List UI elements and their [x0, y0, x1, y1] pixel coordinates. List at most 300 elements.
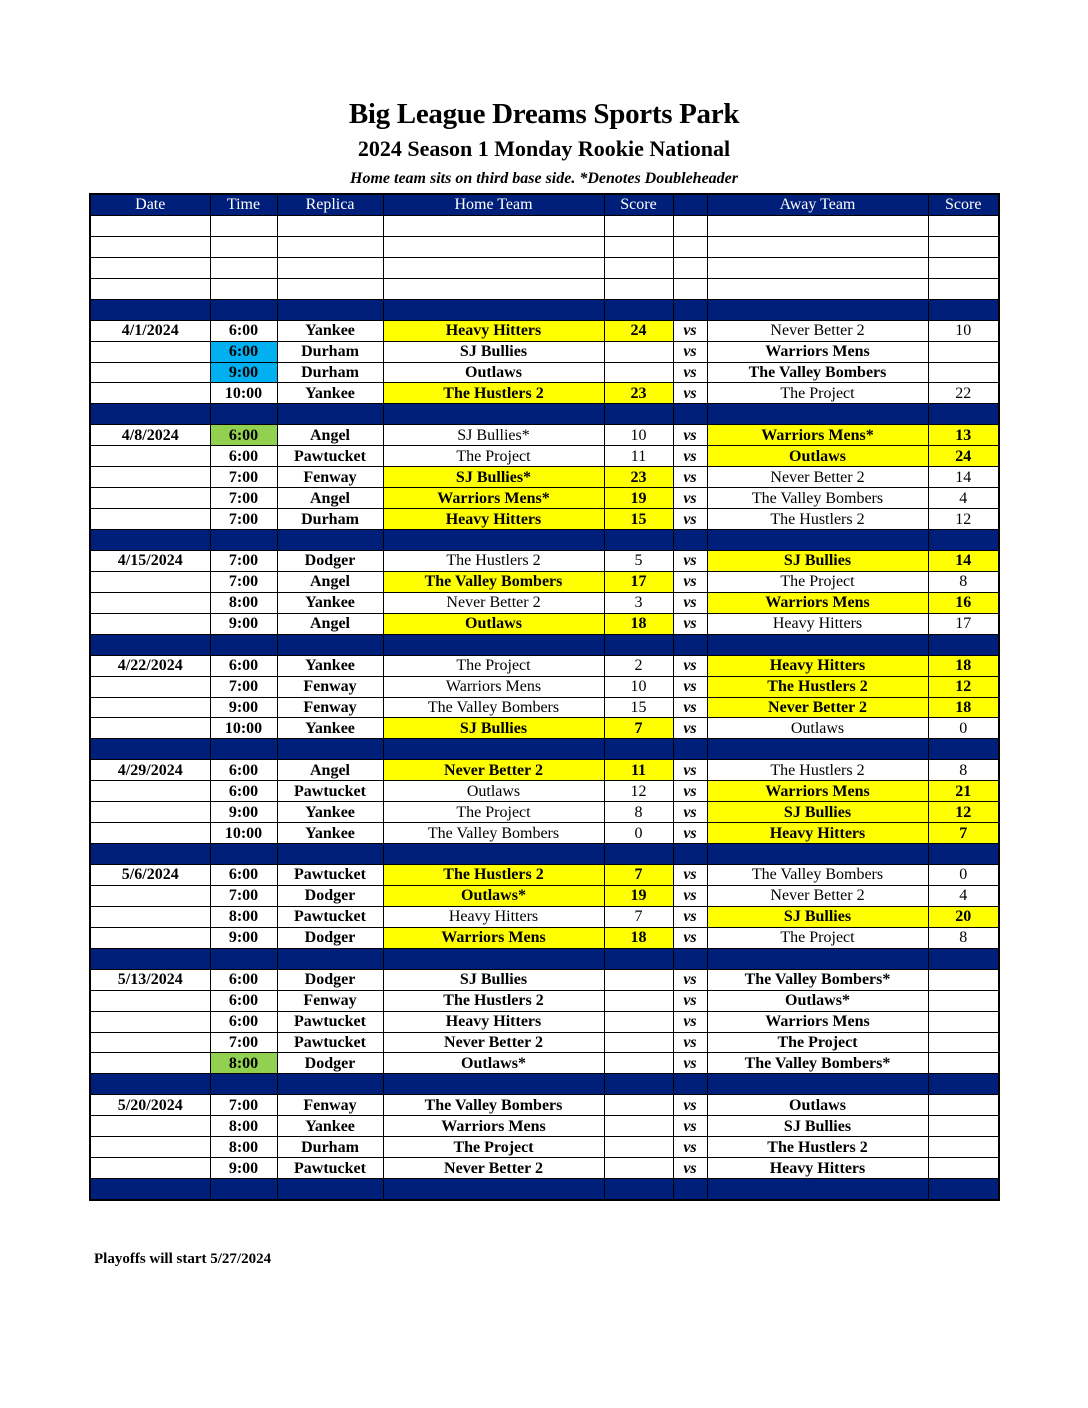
empty-row — [90, 215, 999, 236]
away-score-cell — [928, 1137, 999, 1158]
game-row — [90, 613, 999, 634]
game-row — [90, 718, 999, 739]
empty-cell — [707, 236, 928, 257]
away-score-cell: 12 — [928, 802, 999, 823]
home-score-cell: 10 — [604, 425, 673, 446]
replica-cell: Yankee — [277, 718, 383, 739]
away-team-cell: SJ Bullies — [707, 802, 928, 823]
time-cell: 6:00 — [210, 446, 277, 467]
time-cell: 7:00 — [210, 550, 277, 571]
time-cell: 9:00 — [210, 1158, 277, 1179]
replica-cell: Pawtucket — [277, 1011, 383, 1032]
away-team-cell: The Hustlers 2 — [707, 760, 928, 781]
column-header-home-score: Score — [604, 194, 673, 215]
time-cell: 8:00 — [210, 1053, 277, 1074]
empty-cell — [210, 236, 277, 257]
home-score-cell: 19 — [604, 488, 673, 509]
vs-cell: vs — [673, 446, 707, 467]
home-team-cell: The Project — [383, 802, 604, 823]
empty-cell — [928, 215, 999, 236]
time-cell: 10:00 — [210, 383, 277, 404]
time-cell: 10:00 — [210, 823, 277, 844]
time-cell: 6:00 — [210, 990, 277, 1011]
away-team-cell: Warriors Mens — [707, 1011, 928, 1032]
home-team-cell: Warriors Mens — [383, 676, 604, 697]
away-score-cell: 18 — [928, 697, 999, 718]
empty-cell — [210, 278, 277, 299]
time-cell: 7:00 — [210, 885, 277, 906]
away-score-cell: 14 — [928, 550, 999, 571]
away-score-cell — [928, 969, 999, 990]
game-row — [90, 655, 999, 676]
empty-cell — [928, 236, 999, 257]
away-score-cell: 4 — [928, 488, 999, 509]
home-score-cell: 23 — [604, 467, 673, 488]
empty-cell — [90, 278, 210, 299]
date-cell — [90, 1116, 210, 1137]
vs-cell: vs — [673, 865, 707, 886]
away-team-cell: Outlaws — [707, 718, 928, 739]
home-team-cell: Warriors Mens* — [383, 488, 604, 509]
empty-cell — [604, 236, 673, 257]
time-cell: 10:00 — [210, 718, 277, 739]
week-separator — [90, 948, 999, 969]
empty-cell — [383, 236, 604, 257]
date-cell — [90, 718, 210, 739]
empty-cell — [928, 278, 999, 299]
replica-cell: Durham — [277, 362, 383, 383]
away-team-cell: The Valley Bombers — [707, 488, 928, 509]
date-cell — [90, 362, 210, 383]
game-row — [90, 1011, 999, 1032]
time-cell: 9:00 — [210, 362, 277, 383]
home-team-cell: The Valley Bombers — [383, 1095, 604, 1116]
home-score-cell: 17 — [604, 571, 673, 592]
doubleheader-note: Home team sits on third base side. *Denotes Doubleheader — [350, 170, 738, 187]
away-score-cell: 21 — [928, 781, 999, 802]
column-header-replica: Replica — [277, 194, 383, 215]
home-score-cell: 11 — [604, 446, 673, 467]
game-row — [90, 865, 999, 886]
home-score-cell: 7 — [604, 906, 673, 927]
home-score-cell: 7 — [604, 865, 673, 886]
empty-cell — [707, 257, 928, 278]
replica-cell: Angel — [277, 425, 383, 446]
game-row — [90, 823, 999, 844]
header-row — [90, 194, 999, 215]
empty-cell — [277, 215, 383, 236]
home-team-cell: The Valley Bombers — [383, 823, 604, 844]
away-score-cell — [928, 341, 999, 362]
away-score-cell: 17 — [928, 613, 999, 634]
home-score-cell — [604, 1116, 673, 1137]
home-team-cell: Never Better 2 — [383, 1032, 604, 1053]
date-cell — [90, 341, 210, 362]
away-score-cell: 0 — [928, 718, 999, 739]
empty-cell — [90, 215, 210, 236]
away-score-cell: 12 — [928, 509, 999, 530]
game-row — [90, 425, 999, 446]
game-row — [90, 781, 999, 802]
game-row — [90, 362, 999, 383]
vs-cell: vs — [673, 990, 707, 1011]
date-cell — [90, 885, 210, 906]
vs-cell: vs — [673, 1053, 707, 1074]
away-score-cell: 4 — [928, 885, 999, 906]
away-score-cell: 12 — [928, 676, 999, 697]
vs-cell: vs — [673, 823, 707, 844]
schedule-table — [89, 193, 1000, 1201]
vs-cell: vs — [673, 781, 707, 802]
game-row — [90, 1137, 999, 1158]
empty-cell — [673, 257, 707, 278]
game-row — [90, 383, 999, 404]
away-score-cell: 24 — [928, 446, 999, 467]
replica-cell: Fenway — [277, 676, 383, 697]
home-score-cell: 11 — [604, 760, 673, 781]
time-cell: 8:00 — [210, 1116, 277, 1137]
replica-cell: Pawtucket — [277, 1032, 383, 1053]
replica-cell: Pawtucket — [277, 906, 383, 927]
away-team-cell: The Hustlers 2 — [707, 1137, 928, 1158]
game-row — [90, 488, 999, 509]
away-score-cell: 8 — [928, 760, 999, 781]
vs-cell: vs — [673, 655, 707, 676]
away-team-cell: The Valley Bombers* — [707, 1053, 928, 1074]
home-team-cell: The Project — [383, 1137, 604, 1158]
date-cell: 4/8/2024 — [90, 425, 210, 446]
vs-cell: vs — [673, 467, 707, 488]
column-header-home-team: Home Team — [383, 194, 604, 215]
empty-row — [90, 278, 999, 299]
time-cell: 7:00 — [210, 1095, 277, 1116]
date-cell — [90, 1053, 210, 1074]
vs-cell: vs — [673, 802, 707, 823]
home-score-cell: 23 — [604, 383, 673, 404]
week-separator — [90, 404, 999, 425]
vs-cell: vs — [673, 885, 707, 906]
replica-cell: Durham — [277, 1137, 383, 1158]
away-team-cell: Warriors Mens — [707, 781, 928, 802]
away-team-cell: The Valley Bombers* — [707, 969, 928, 990]
date-cell: 4/22/2024 — [90, 655, 210, 676]
vs-cell: vs — [673, 362, 707, 383]
game-row — [90, 467, 999, 488]
home-score-cell — [604, 1053, 673, 1074]
home-score-cell: 3 — [604, 592, 673, 613]
away-score-cell — [928, 1095, 999, 1116]
home-team-cell: SJ Bullies — [383, 341, 604, 362]
vs-cell: vs — [673, 1032, 707, 1053]
replica-cell: Yankee — [277, 823, 383, 844]
away-score-cell — [928, 1032, 999, 1053]
home-team-cell: Outlaws* — [383, 885, 604, 906]
game-row — [90, 906, 999, 927]
away-score-cell: 20 — [928, 906, 999, 927]
empty-cell — [277, 278, 383, 299]
column-header-vs — [673, 194, 707, 215]
replica-cell: Pawtucket — [277, 1158, 383, 1179]
empty-cell — [383, 215, 604, 236]
home-team-cell: Warriors Mens — [383, 927, 604, 948]
away-team-cell: The Hustlers 2 — [707, 509, 928, 530]
away-score-cell: 22 — [928, 383, 999, 404]
home-team-cell: The Hustlers 2 — [383, 550, 604, 571]
home-team-cell: Outlaws — [383, 613, 604, 634]
home-team-cell: Heavy Hitters — [383, 320, 604, 341]
replica-cell: Yankee — [277, 383, 383, 404]
home-score-cell — [604, 1095, 673, 1116]
away-score-cell: 10 — [928, 320, 999, 341]
home-score-cell: 5 — [604, 550, 673, 571]
empty-cell — [673, 236, 707, 257]
replica-cell: Dodger — [277, 1053, 383, 1074]
time-cell: 6:00 — [210, 320, 277, 341]
away-team-cell: Warriors Mens* — [707, 425, 928, 446]
time-cell: 9:00 — [210, 927, 277, 948]
game-row — [90, 969, 999, 990]
home-score-cell: 18 — [604, 927, 673, 948]
replica-cell: Dodger — [277, 927, 383, 948]
away-team-cell: Outlaws — [707, 446, 928, 467]
date-cell — [90, 592, 210, 613]
home-team-cell: Never Better 2 — [383, 592, 604, 613]
game-row — [90, 1095, 999, 1116]
empty-cell — [90, 236, 210, 257]
home-score-cell — [604, 1158, 673, 1179]
game-row — [90, 927, 999, 948]
time-cell: 6:00 — [210, 425, 277, 446]
home-team-cell: Never Better 2 — [383, 1158, 604, 1179]
home-score-cell — [604, 1032, 673, 1053]
vs-cell: vs — [673, 1137, 707, 1158]
time-cell: 6:00 — [210, 969, 277, 990]
replica-cell: Fenway — [277, 990, 383, 1011]
replica-cell: Yankee — [277, 592, 383, 613]
vs-cell: vs — [673, 509, 707, 530]
game-row — [90, 885, 999, 906]
date-cell — [90, 1011, 210, 1032]
date-cell — [90, 1158, 210, 1179]
column-header-time: Time — [210, 194, 277, 215]
home-team-cell: Warriors Mens — [383, 1116, 604, 1137]
away-team-cell: Heavy Hitters — [707, 655, 928, 676]
time-cell: 7:00 — [210, 467, 277, 488]
replica-cell: Yankee — [277, 802, 383, 823]
home-team-cell: The Project — [383, 655, 604, 676]
replica-cell: Fenway — [277, 467, 383, 488]
away-team-cell: The Project — [707, 383, 928, 404]
replica-cell: Dodger — [277, 550, 383, 571]
away-score-cell — [928, 362, 999, 383]
date-cell — [90, 509, 210, 530]
time-cell: 8:00 — [210, 1137, 277, 1158]
game-row — [90, 509, 999, 530]
time-cell: 7:00 — [210, 488, 277, 509]
empty-cell — [707, 278, 928, 299]
empty-cell — [604, 257, 673, 278]
home-team-cell: Outlaws* — [383, 1053, 604, 1074]
home-score-cell: 19 — [604, 885, 673, 906]
away-score-cell: 7 — [928, 823, 999, 844]
away-score-cell — [928, 1158, 999, 1179]
time-cell: 7:00 — [210, 676, 277, 697]
away-score-cell: 18 — [928, 655, 999, 676]
date-cell — [90, 676, 210, 697]
empty-cell — [210, 215, 277, 236]
time-cell: 9:00 — [210, 697, 277, 718]
home-score-cell — [604, 990, 673, 1011]
time-cell: 9:00 — [210, 802, 277, 823]
time-cell: 9:00 — [210, 613, 277, 634]
home-score-cell: 24 — [604, 320, 673, 341]
vs-cell: vs — [673, 906, 707, 927]
empty-row — [90, 257, 999, 278]
home-team-cell: The Project — [383, 446, 604, 467]
home-team-cell: SJ Bullies — [383, 969, 604, 990]
away-team-cell: The Project — [707, 927, 928, 948]
date-cell — [90, 446, 210, 467]
game-row — [90, 341, 999, 362]
replica-cell: Pawtucket — [277, 446, 383, 467]
game-row — [90, 1053, 999, 1074]
vs-cell: vs — [673, 1158, 707, 1179]
vs-cell: vs — [673, 550, 707, 571]
away-team-cell: SJ Bullies — [707, 906, 928, 927]
away-score-cell: 0 — [928, 865, 999, 886]
home-score-cell — [604, 1137, 673, 1158]
away-team-cell: Warriors Mens — [707, 592, 928, 613]
date-cell — [90, 1137, 210, 1158]
home-score-cell — [604, 341, 673, 362]
home-score-cell — [604, 1011, 673, 1032]
game-row — [90, 697, 999, 718]
empty-cell — [604, 215, 673, 236]
replica-cell: Yankee — [277, 1116, 383, 1137]
vs-cell: vs — [673, 425, 707, 446]
empty-cell — [383, 278, 604, 299]
time-cell: 6:00 — [210, 760, 277, 781]
game-row — [90, 446, 999, 467]
away-score-cell — [928, 990, 999, 1011]
replica-cell: Fenway — [277, 697, 383, 718]
home-score-cell: 7 — [604, 718, 673, 739]
time-cell: 7:00 — [210, 509, 277, 530]
time-cell: 8:00 — [210, 592, 277, 613]
game-row — [90, 802, 999, 823]
game-row — [90, 676, 999, 697]
date-cell: 5/6/2024 — [90, 865, 210, 886]
vs-cell: vs — [673, 571, 707, 592]
game-row — [90, 550, 999, 571]
vs-cell: vs — [673, 697, 707, 718]
home-team-cell: SJ Bullies* — [383, 467, 604, 488]
replica-cell: Yankee — [277, 655, 383, 676]
home-score-cell: 18 — [604, 613, 673, 634]
home-team-cell: SJ Bullies — [383, 718, 604, 739]
home-team-cell: Heavy Hitters — [383, 1011, 604, 1032]
empty-cell — [383, 257, 604, 278]
date-cell — [90, 906, 210, 927]
home-score-cell: 2 — [604, 655, 673, 676]
home-team-cell: The Hustlers 2 — [383, 383, 604, 404]
away-score-cell: 16 — [928, 592, 999, 613]
away-team-cell: SJ Bullies — [707, 1116, 928, 1137]
game-row — [90, 1158, 999, 1179]
empty-cell — [90, 257, 210, 278]
time-cell: 6:00 — [210, 1011, 277, 1032]
replica-cell: Durham — [277, 509, 383, 530]
home-score-cell — [604, 362, 673, 383]
date-cell — [90, 488, 210, 509]
date-cell — [90, 1032, 210, 1053]
time-cell: 8:00 — [210, 906, 277, 927]
page-title: Big League Dreams Sports Park — [348, 98, 740, 130]
game-row — [90, 990, 999, 1011]
home-team-cell: The Hustlers 2 — [383, 990, 604, 1011]
replica-cell: Angel — [277, 488, 383, 509]
time-cell: 6:00 — [210, 781, 277, 802]
away-team-cell: The Project — [707, 571, 928, 592]
replica-cell: Dodger — [277, 969, 383, 990]
away-score-cell: 8 — [928, 927, 999, 948]
date-cell — [90, 990, 210, 1011]
away-team-cell: The Valley Bombers — [707, 362, 928, 383]
vs-cell: vs — [673, 1116, 707, 1137]
away-score-cell — [928, 1011, 999, 1032]
date-cell — [90, 697, 210, 718]
empty-cell — [673, 278, 707, 299]
vs-cell: vs — [673, 383, 707, 404]
time-cell: 7:00 — [210, 1032, 277, 1053]
date-cell: 4/1/2024 — [90, 320, 210, 341]
column-header-away-team: Away Team — [707, 194, 928, 215]
week-separator — [90, 634, 999, 655]
game-row — [90, 320, 999, 341]
home-score-cell: 15 — [604, 697, 673, 718]
schedule-body — [90, 215, 999, 1200]
empty-row — [90, 236, 999, 257]
away-team-cell: SJ Bullies — [707, 550, 928, 571]
vs-cell: vs — [673, 1095, 707, 1116]
time-cell: 6:00 — [210, 655, 277, 676]
home-team-cell: Outlaws — [383, 781, 604, 802]
date-cell — [90, 927, 210, 948]
home-team-cell: The Hustlers 2 — [383, 865, 604, 886]
game-row — [90, 1032, 999, 1053]
away-team-cell: Outlaws* — [707, 990, 928, 1011]
game-row — [90, 760, 999, 781]
replica-cell: Angel — [277, 571, 383, 592]
empty-cell — [604, 278, 673, 299]
empty-cell — [707, 215, 928, 236]
away-score-cell: 13 — [928, 425, 999, 446]
column-header-away-score: Score — [928, 194, 999, 215]
date-cell: 5/13/2024 — [90, 969, 210, 990]
vs-cell: vs — [673, 488, 707, 509]
column-header-date: Date — [90, 194, 210, 215]
away-score-cell — [928, 1053, 999, 1074]
away-team-cell: The Valley Bombers — [707, 865, 928, 886]
vs-cell: vs — [673, 969, 707, 990]
date-cell — [90, 467, 210, 488]
replica-cell: Dodger — [277, 885, 383, 906]
week-separator — [90, 739, 999, 760]
away-team-cell: Never Better 2 — [707, 320, 928, 341]
away-team-cell: Heavy Hitters — [707, 613, 928, 634]
home-score-cell — [604, 969, 673, 990]
game-row — [90, 592, 999, 613]
